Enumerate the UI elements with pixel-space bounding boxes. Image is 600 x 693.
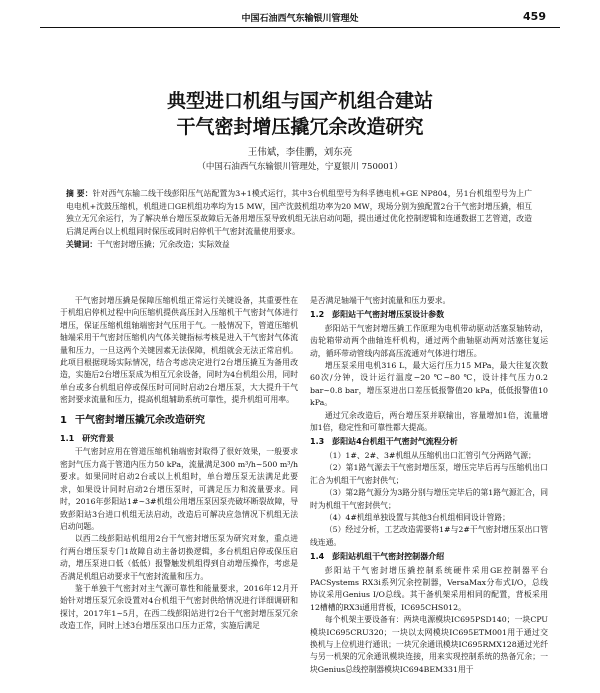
- left-column: [60, 295, 298, 633]
- list-item: （2）第1路气源去干气密封增压泵，增压完毕后再与压缩机出口汇合为机组干气密封供气；: [310, 463, 548, 485]
- journal-name: 中国石油西气东输银川管理处: [241, 14, 359, 24]
- subsection-number: 1.2: [310, 310, 325, 320]
- right-column: [310, 295, 548, 676]
- paragraph: 干气密封增压撬是保障压缩机组正常运行关键设备，其重要性在于机组启停机过程中向压缩机提供高压封入压缩机干气密封气体进行增压，保证压缩机组轴端密封气压用于气。一般情况下，管道压缩机轴端采用干气密封压缩机内气体关键指标考核是进入干气密封气体流量和压力，一旦这两个关键因素无法保障，机组就会无法正常启机。此项目根据现场实际情况，结合考虑决定进行2台增压撬互为备用改造，实施后2台增压泵成为相互冗余设备，同时为4台机组公用，同时单台或多台机组启停或保压时可同时启动2台增压泵，大大提升干气密封要求流量和压力，提高机组辅助系统可靠性，提升机组可用率。: [60, 296, 298, 405]
- page-number: 459: [523, 10, 546, 23]
- subsection-title: 彭阳站4台机组干气密封气流程分析: [332, 437, 458, 447]
- subsection-heading: [310, 436, 548, 448]
- keywords-text: 干气密封增压撬；冗余改造；实际效益: [97, 240, 230, 250]
- paragraph: 鉴于单独干气密封对主气源可靠性和能量要求，2016年12月开始针对增压泵冗余设置对4台机组干气密封供给情况进行详细调研和探讨，2017年1~5月，在西二线彭阳站进行2台干气密封增压泵冗余改造工作，同时上述3台增压泵出口压力正常，实施后满足: [60, 583, 298, 631]
- section-number: 1: [60, 414, 67, 426]
- title-line-1: 典型进口机组与国产机组合建站: [166, 90, 433, 112]
- paper-title: [0, 88, 600, 140]
- abstract-label: 摘 要：: [66, 189, 93, 198]
- subsection-title: 彭阳站干气密封增压泵设计参数: [332, 310, 445, 320]
- subsection-title: 研究背景: [82, 434, 115, 444]
- subsection-heading: [310, 551, 548, 563]
- subsection-number: 1.1: [60, 434, 75, 444]
- subsection-number: 1.3: [310, 437, 325, 447]
- section-title: 干气密封增压撬冗余改造研究: [74, 414, 205, 426]
- keywords-label: 关键词：: [66, 240, 98, 250]
- affiliation: （中国石油西气东输银川管理处，宁夏银川 750001）: [197, 162, 403, 172]
- paragraph: 通过冗余改造后，两台增压泵并联输出，容量增加1倍，流量增加1倍，稳定性和可靠性都大提高。: [310, 410, 548, 433]
- list-item: （3）第2路气源分为3路分别与增压完毕后的第1路气源汇合，同时为机组干气密封供气；: [310, 488, 548, 510]
- subsection-heading: [310, 309, 548, 321]
- abstract-text: 针对西气东输二线干线彭阳压气站配置为3+1模式运行，其中3台机组型号为科孚德电机+GE NP804，另1台机组型号为上广电电机+沈鼓压缩机，机组进口GE机组功率均为15 MW，国产沈鼓机组功率为20 MW，现场分别为独配置2台干气密封增压撬，相互独立无冗余运行，为了解决单台增压泵故障后无备用增压泵导致机组无法启动问题，提出通过优化控制逻辑和连通数据工艺管道，改造后满足两台以上机组同时保压或同时启停机干气密封流量使用要求。: [66, 189, 532, 236]
- title-line-2: 干气密封增压撬冗余改造研究: [176, 116, 424, 138]
- abstract: [66, 188, 532, 252]
- paragraph: 增压泵采用电机316 L，最大运行压力15 MPa，最大往复次数60次/分钟，设计运行温度−20 ℃~80 ℃，设计排气压力0.2 bar~0.8 bar，增压泵进出口差压低报警值20 kPa，低低报警值10 kPa。: [310, 361, 548, 408]
- authors: 王伟斌，李佳鹏，刘东亮: [247, 147, 353, 158]
- list-item: （1）1#、2#、3#机组从压缩机出口汇管引气分两路气源；: [324, 450, 536, 460]
- running-header: [40, 6, 560, 26]
- section-heading: [60, 415, 298, 427]
- paragraph: 干气密封应用在管道压缩机轴端密封取得了很好效果，一般要求密封气压力高于管道内压力50 kPa，流量满足300 m³/h~500 m³/h要求。如果同时启动2台或以上机组时，单台增压泵无法满足此要求，如果设计同时启动2台增压泵时，可满足压力和流量要求。同时，2016年彭阳站1#~3#机组公用增压泵因泵壳破坏断裂故障，导致彭阳站3台进口机组无法启动，改造后可解决应急情况下机组无法启动问题。: [60, 447, 298, 531]
- subsection-title: 彭阳站机组干气密封控制器介绍: [332, 552, 445, 562]
- paragraph: 彭阳站干气密封增压撬工作原理为电机带动驱动活塞泵轴转动，齿轮箱带动两个曲轴连杆机构，通过两个曲轴驱动两对活塞往复运动，循环带动管线内部高压流通对气体进行增压。: [310, 323, 548, 358]
- paragraph: 每个机架主要设备有：两块电源模块IC695PSD140；一块CPU模块IC695CRU320；一块以太网模块IC695ETM001用于通过交换机与上位机进行通讯；一块冗余通讯模块IC695RMX128通过光纤与另一机架的冗余通讯模块连接，用来实现控制系统的热备冗余；一块Genius总线控制器模块IC694BEM331用于: [310, 615, 548, 674]
- list-item: （5）经过分析，工艺改造需要将1#与2#干气密封增压泵出口管线连通。: [310, 525, 548, 547]
- list-item: （4）4#机组单独设置与其他3台机组相同设计管路；: [324, 512, 510, 522]
- paragraph: 是否满足轴端干气密封流量和压力要求。: [310, 296, 451, 305]
- subsection-heading: [60, 433, 298, 445]
- paragraph: 彭阳站干气密封增压撬控制系统硬件采用GE控制器平台PACSystems RX3i系列冗余控制器，VersaMax分布式I/O，总线协议采用Genius I/O总线。其干备机架采用相同的配置，背板采用12槽槽的RX3i通用背板，IC695CHS012。: [310, 565, 548, 612]
- header-rule: [40, 27, 560, 28]
- subsection-number: 1.4: [310, 552, 325, 562]
- paragraph: 以西二线彭阳站机组用2台干气密封增压泵为研究对象，重点进行两台增压泵专门1故障自动主备切换逻辑，多台机组启停或保压启动，增压泵进口低（低低）报警触发机组得到自动增压操作，考虑是否满足机组启动要求干气密封流量和压力。: [60, 534, 298, 581]
